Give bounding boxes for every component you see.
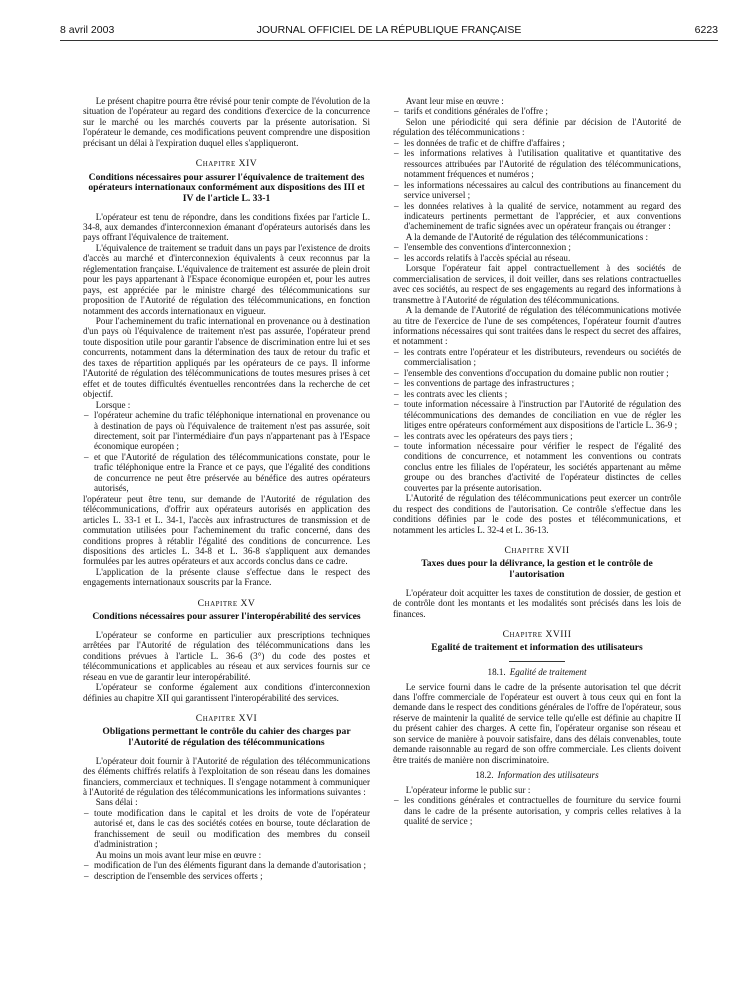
chapter-18-label: Chapitre XVIII [502,629,572,641]
header-journal-title: JOURNAL OFFICIEL DE LA RÉPUBLIQUE FRANÇAISE [256,24,522,36]
list-item: – les conditions générales et contractuelles de fourniture du service fourni dans le cadre de la présente autorisation, y compris celles relatives à la qualité de service ; [393,795,681,826]
page-header [60,24,718,41]
paragraph: Sans délai : [95,797,138,808]
list-item: – l'ensemble des conventions d'occupation du domaine public non routier ; [393,368,681,378]
list-item: – tarifs et conditions générales de l'offre ; [393,106,681,116]
paragraph: l'opérateur peut être tenu, sur demande de l'Autorité de régulation des télécommunications, d'offrir aux opérateurs autorisés en application des articles L. 33-1 et L. 34-1, l'accès aux infrastructures de transmission et de commutation utilisées pour l'acheminement du trafic concerné, dans des conditions propres à rétablir l'égalité des conditions de concurrence. Les dispositions des articles L. 34-8 et L. 36-8 s'appliquent aux demandes formulées par les autres opérateurs et aux accords conclus dans ce cadre. [83,493,370,567]
list-item: – modification de l'un des éléments figurant dans la demande d'autorisation ; [83,860,370,870]
list-item: – les contrats entre l'opérateur et les distributeurs, revendeurs ou sociétés de commercialisation ; [393,347,681,368]
right-column [393,96,681,980]
dash-list [393,795,681,826]
list-item: – description de l'ensemble des services offerts ; [83,871,370,881]
paragraph: Pour l'acheminement du trafic international en provenance ou à destination d'un pays où l'équivalence de traitement n'est pas assurée, l'opérateur prend toute disposition utile pour garantir l'absence de discrimination entre lui et ses concurrents, notamment dans la détermination des taux de retour du trafic et des taxes de répartition appliqués par les opérateurs de ce pays. Il informe l'Autorité de régulation des télécommunications de toutes mesures prises à cet effet et de toutes difficultés éventuelles rencontrées dans la recherche de cet objectif. [83,316,370,400]
paragraph: L'opérateur est tenu de répondre, dans les conditions fixées par l'article L. 34-8, aux demandes d'interconnexion émanant d'opérateurs autorisés dans les pays offrant l'équivalence de traitement. [83,211,370,243]
dash-list [393,138,681,232]
paragraph: A la demande de l'Autorité de régulation des télécommunications motivée au titre de l'exercice de l'une de ses compétences, l'opérateur fournit d'autres informations nécessaires qui sont traitées dans le respect du secret des affaires, et notamment : [393,305,681,347]
list-item: – les contrats avec les clients ; [393,389,681,399]
chapter-18-title: Egalité de traitement et information des utilisateurs [431,642,643,654]
paragraph: Au moins un mois avant leur mise en œuvre : [95,849,262,860]
section-number: 18.2. [475,770,494,781]
chapter-14-title: Conditions nécessaires pour assurer l'équivalence de traitement des opérateurs internationaux conformément aux dispositions des III et IV de l'article L. 33-1 [88,171,365,204]
section-title: Information des utilisateurs [497,770,599,781]
list-item: – l'ensemble des conventions d'interconnexion ; [393,242,681,252]
chapter-14-label: Chapitre XIV [195,158,258,170]
chapter-16-title: Obligations permettant le contrôle du cahier des charges par l'Autorité de régulation des télécommunications [102,726,351,749]
chapter-17-title: Taxes dues pour la délivrance, la gestion et le contrôle de l'autorisation [421,558,653,581]
paragraph: L'application de la présente clause s'effectue dans le respect des engagements internationaux souscrits par la France. [83,566,370,588]
dash-list [393,106,681,116]
list-item: – les contrats avec les opérateurs des pays tiers ; [393,431,681,441]
section-18-2-heading [393,770,681,780]
paragraph: Avant leur mise en œuvre : [405,96,504,106]
paragraph: L'équivalence de traitement se traduit dans un pays par l'existence de droits d'accès au marché et d'interconnexion équivalents à ceux reconnus par la réglementation française. L'équivalence de traitement est assurée de plein droit pour les pays appartenant à l'Espace économique européen et, pour les autres pays, est appréciée par le ministre chargé des télécommunications sur proposition de l'Autorité de régulation des télécommunications, en fonction notamment des accords internationaux en vigueur. [83,242,370,316]
intro-paragraph: Le présent chapitre pourra être révisé pour tenir compte de l'évolution de la situation de l'opérateur au regard des conditions d'exercice de la concurrence sur le marché ou les marchés couverts par la présente autorisation. Si l'opérateur le demande, ces modifications peuvent comprendre une disposition précisant un délai à l'expiration duquel elles s'appliqueront. [83,96,370,148]
paragraph: Selon une périodicité qui sera définie par décision de l'Autorité de régulation des télécommunications : [393,116,681,138]
list-item: – toute modification dans le capital et les droits de vote de l'opérateur autorisé et, dans le cas des sociétés cotées en bourse, toute déclaration de franchissement de seuil ou modification des membres du conseil d'administration ; [83,808,370,850]
chapter-16-label: Chapitre XVI [195,713,258,725]
paragraph: L'opérateur se conforme en particulier aux prescriptions techniques arrêtées par l'Autorité de régulation des télécommunications dans les conditions prévues à l'article L. 36-6 (3°) du code des postes et télécommunications et applicables au réseau et aux services fournis sur ce réseau en vue de garantir leur interopérabilité. [83,629,370,682]
section-title: Egalité de traitement [509,667,587,678]
paragraph: L'Autorité de régulation des télécommunications peut exercer un contrôle du respect des conditions de l'autorisation. Ce contrôle s'effectue dans les conditions définies par le code des postes et télécommunications, et notamment les articles L. 32-4 et L. 36-13. [393,493,681,535]
left-column [83,96,370,980]
paragraph: A la demande de l'Autorité de régulation des télécommunications : [405,231,649,242]
dash-list [393,347,681,493]
list-item: – les conventions de partage des infrastructures ; [393,378,681,388]
dash-list [393,242,681,263]
list-item: – et que l'Autorité de régulation des télécommunications constate, pour le trafic téléphonique entre la France et ce pays, que l'égalité des conditions de concurrence ne peut être préservée au bénéfice des autres opérateurs autorisés, [83,452,370,494]
paragraph: L'opérateur informe le public sur : [405,784,531,795]
paragraph: L'opérateur doit acquitter les taxes de constitution de dossier, de gestion et de contrôle dont les montants et les modalités sont précisés dans les lois de finances. [393,587,681,619]
paragraph: Le service fourni dans le cadre de la présente autorisation tel que décrit dans l'offre commerciale de l'opérateur est ouvert à tous ceux qui en font la demande dans le respect des conditions générales de l'offre de l'opérateur, sous réserve de maintenir la qualité de service telle qu'elle est définie au chapitre II du présent cahier des charges. A cette fin, l'opérateur organise son réseau et son service de manière à pouvoir satisfaire, dans des délais convenables, toute demande raisonnable au regard de son offre commerciale. Les clients doivent être traités de manière non discriminatoire. [393,681,681,765]
dash-list [83,410,370,494]
list-item: – toute information nécessaire pour vérifier le respect de l'égalité des conditions de concurrence, et notamment les conventions ou contrats conclus entre les filiales de l'opérateur, les sociétés appartenant au même groupe ou des branches d'activité de l'opérateur distinctes de celles couvertes par la présente autorisation. [393,441,681,493]
chapter-15-label: Chapitre XV [197,597,256,609]
paragraph: L'opérateur doit fournir à l'Autorité de régulation des télécommunications des éléments chiffrés relatifs à l'exploitation de son réseau dans les domaines financiers, commerciaux et techniques. Il s'engage notamment à communiquer à l'Autorité de régulation des télécommunications les informations suivantes : [83,755,370,798]
chapter-17-label: Chapitre XVII [504,545,570,557]
paragraph: L'opérateur se conforme également aux conditions d'interconnexion définies au chapitre XII qui garantissent l'interopérabilité des services. [83,682,370,703]
section-divider [509,661,565,662]
section-18-1-heading [393,667,681,677]
list-item: – les données relatives à la qualité de service, notamment au regard des indicateurs pertinents permettant de l'apprécier, et aux conventions d'acheminement de trafic signées avec un opérateur français ou étranger : [393,201,681,232]
chapter-15-title: Conditions nécessaires pour assurer l'interopérabilité des services [92,611,361,623]
header-page-number: 6223 [694,24,718,36]
dash-list [83,860,370,881]
section-number: 18.1. [487,667,506,678]
list-item: – les informations relatives à l'utilisation qualitative et quantitative des ressources attribuées par l'Autorité de régulation des télécommunications, notamment fréquences et numéros ; [393,148,681,179]
dash-list [83,808,370,850]
paragraph: Lorsque : [95,399,131,410]
list-item: – toute information nécessaire à l'instruction par l'Autorité de régulation des télécommunications des demandes de conciliation en vue de régler les litiges entre opérateurs conformément aux dispositions de l'article L. 36-9 ; [393,399,681,430]
list-item: – l'opérateur achemine du trafic téléphonique international en provenance ou à destination de pays où l'équivalence de traitement n'est pas assurée, soit directement, soit par l'intermédiaire d'un pays n'appartenant pas à l'Espace économique européen ; [83,410,370,452]
header-date: 8 avril 2003 [60,24,115,36]
paragraph: Lorsque l'opérateur fait appel contractuellement à des sociétés de commercialisation de services, il doit veiller, dans ses relations contractuelles avec ces sociétés, au respect de ses engagements au regard des informations à transmettre à l'Autorité de régulation des télécommunications. [393,263,681,305]
list-item: – les informations nécessaires au calcul des contributions au financement du service universel ; [393,180,681,201]
list-item: – les données de trafic et de chiffre d'affaires ; [393,138,681,148]
list-item: – les accords relatifs à l'accès spécial au réseau. [393,253,681,263]
